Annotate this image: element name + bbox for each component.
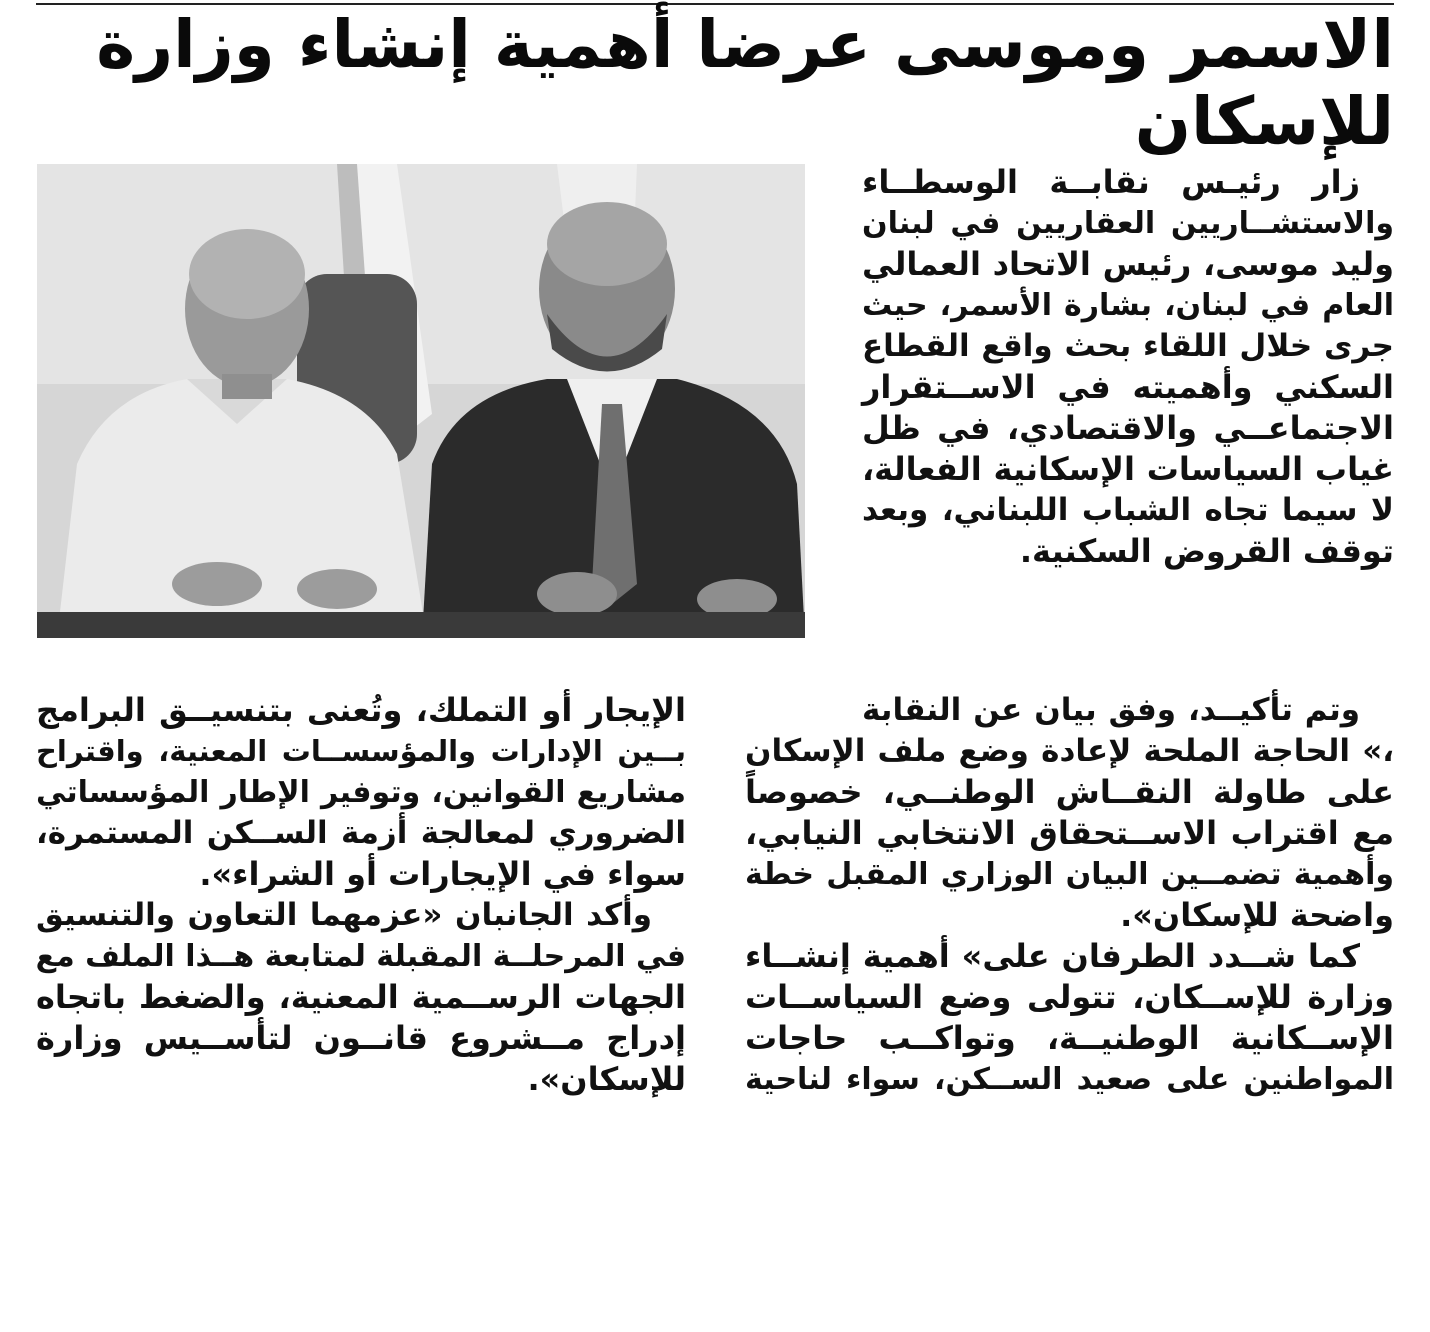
text-line: بــين الإدارات والمؤسســات المعنية، واقتراح bbox=[36, 734, 686, 768]
text-line: كما شــدد الطرفان على» أهمية إنشــاء bbox=[745, 937, 1360, 975]
text-line: السكني وأهميته في الاســتقرار bbox=[862, 368, 1394, 406]
text-line: ،» الحاجة الملحة لإعادة وضع ملف الإسكان bbox=[745, 733, 1394, 769]
text-line: الجهات الرســمية المعنية، والضغط باتجاه bbox=[36, 978, 686, 1016]
text-line: الاجتماعــي والاقتصادي، في ظل bbox=[862, 409, 1394, 447]
text-line: للإسكان». bbox=[527, 1060, 686, 1098]
text-line: على طاولة النقــاش الوطنــي، خصوصاً bbox=[745, 773, 1394, 811]
text-line: الإســكانية الوطنيــة، وتواكــب حاجات bbox=[745, 1019, 1394, 1057]
text-line: توقف القروض السكنية. bbox=[1019, 532, 1394, 570]
text-line: المواطنين على صعيد الســكن، سواء لناحية bbox=[745, 1062, 1394, 1097]
text-line: جرى خلال اللقاء بحث واقع القطاع bbox=[862, 328, 1394, 364]
text-line: مشاريع القوانين، وتوفير الإطار المؤسساتي bbox=[36, 775, 686, 810]
article-column-right-bottom bbox=[745, 690, 1394, 1100]
text-line: وتم تأكيــد، وفق بيان عن النقابة bbox=[862, 692, 1360, 728]
text-line: والاستشــاريين العقاريين في لبنان bbox=[862, 206, 1394, 241]
text-line: سواء في الإيجارات أو الشراء». bbox=[199, 855, 686, 893]
article-photo bbox=[37, 164, 805, 638]
text-line: الإيجار أو التملك، وتُعنى بتنسيــق البرامج bbox=[36, 691, 686, 729]
text-line: لا سيما تجاه الشباب اللبناني، وبعد bbox=[862, 492, 1394, 528]
text-line: غياب السياسات الإسكانية الفعالة، bbox=[862, 450, 1394, 488]
top-rule bbox=[36, 3, 1394, 5]
text-line: العام في لبنان، بشارة الأسمر، حيث bbox=[862, 288, 1394, 323]
text-line: في المرحلــة المقبلة لمتابعة هــذا الملف مع bbox=[35, 939, 686, 974]
text-line: وليد موسى، رئيس الاتحاد العمالي bbox=[862, 245, 1394, 283]
text-line: زار رئيـس نقابــة الوسطــاء bbox=[862, 163, 1360, 201]
article-headline: الاسمر وموسى عرضا أهمية إنشاء وزارة للإسكان bbox=[96, 6, 1394, 160]
text-line: وأكد الجانبان «عزمهما التعاون والتنسيق bbox=[36, 897, 652, 933]
text-line: واضحة للإسكان». bbox=[1120, 896, 1394, 934]
article-column-right-top bbox=[862, 162, 1394, 572]
text-line: الضروري لمعالجة أزمة الســكن المستمرة، bbox=[36, 815, 686, 851]
text-line: إدراج مــشروع قانــون لتأســيس وزارة bbox=[36, 1019, 686, 1057]
text-line: وزارة للإســكان، تتولى وضع السياســات bbox=[745, 978, 1394, 1016]
article-column-left bbox=[36, 690, 686, 1100]
text-line: وأهمية تضمــين البيان الوزاري المقبل خطة bbox=[745, 857, 1394, 892]
text-line: مع اقتراب الاســتحقاق الانتخابي النيابي، bbox=[745, 814, 1394, 852]
